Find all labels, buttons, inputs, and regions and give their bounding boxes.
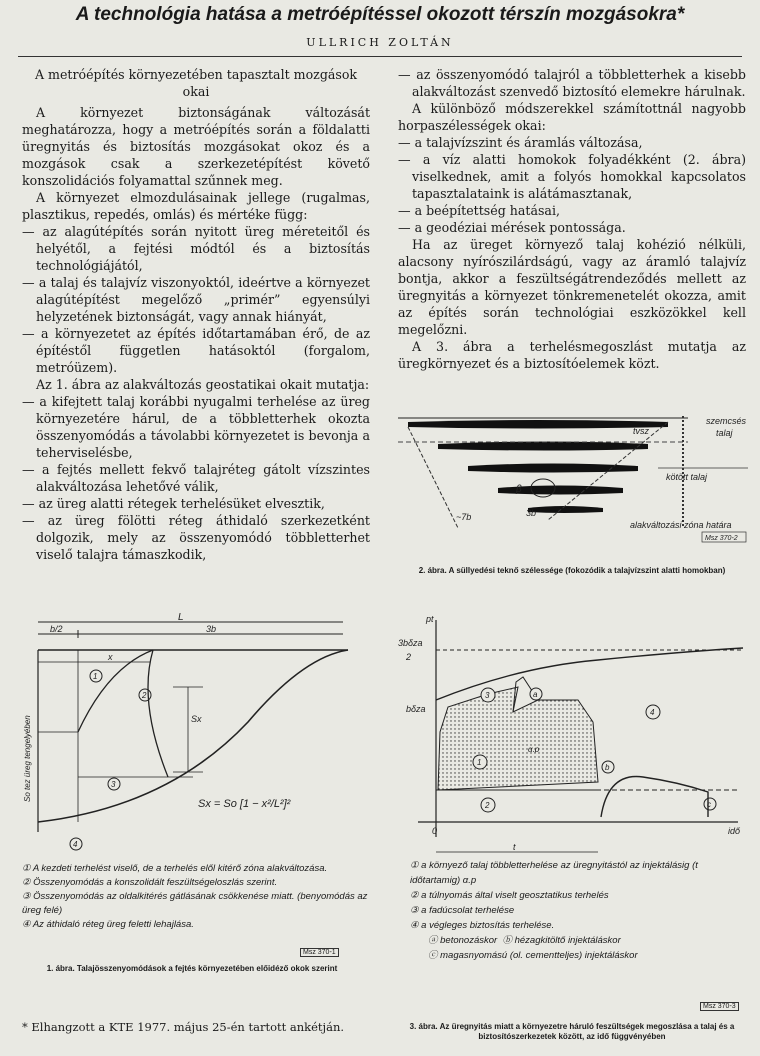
figure-1-caption: 1. ábra. Talajösszenyomódások a fejtés környezetében előidéző okok szerint: [46, 964, 338, 973]
region-2: 2: [142, 691, 147, 700]
header-rule: [18, 56, 742, 57]
paragraph: Az 1. ábra az alakváltozás geostatikai okait mutatja:: [36, 377, 370, 392]
label-3b: 3b: [526, 508, 537, 518]
label-talaj: talaj: [716, 428, 733, 438]
region-1: 1: [477, 758, 482, 767]
subsidence-band: [528, 506, 603, 513]
region-2: 2: [485, 801, 490, 810]
region-1: 1: [93, 672, 98, 681]
figure-3-legend: [410, 858, 750, 963]
region-4: 4: [650, 708, 655, 717]
label-szemcses: szemcsés: [706, 416, 747, 426]
list-item: — az alagútépítés során nyitott üreg méreteitől és helyétől, a fejtési módtól és a biztosítás technológiájától,: [22, 224, 370, 273]
legend-item-2: ② a túlnyomás által viselt geosztatikus terhelés: [410, 890, 609, 901]
subsidence-band: [438, 442, 648, 451]
list-item: — az üreg alatti rétegek terhelésüket elvesztik,: [22, 496, 325, 511]
label-bdza: bδza: [406, 704, 426, 714]
paragraph: A környezet biztonságának változását meghatározza, hogy a metróépítés során a földalatti üregnyitás és biztosítás mozgásokat okoz és a mozgások csak a szerkezetépítést követő konszolidációs folyamattal szűnnek meg.: [22, 105, 370, 188]
label-3b: 3b: [206, 624, 217, 634]
subsidence-band: [408, 420, 668, 429]
label-top-den: 2: [406, 652, 412, 662]
legend-item-3: ③ a fadúcsolat terhelése: [410, 905, 515, 916]
list-item: — a víz alatti homokok folyadékként (2. ábra) viselkednek, amit a folyós homokkal kapcsolatos tapasztalataink is alátámasztanak,: [398, 152, 746, 201]
label-tvsz: tvsz: [633, 426, 650, 436]
label-7b: ~7b: [456, 512, 472, 522]
label-zona: alakváltozási zóna határa: [630, 520, 732, 530]
label-ido: idő: [728, 826, 741, 836]
region-3: 3: [111, 780, 116, 789]
figure-1-legend: [22, 862, 372, 932]
formula: Sx = So [1 − x²/L²]²: [198, 798, 291, 810]
legend-item-3: ③ Összenyomódás az oldalkitérés gátlásának csökkenése miatt. (benyomódás az üreg felé): [22, 891, 368, 916]
legend-item-a-b: ⓐ betonozáskor ⓑ hézagkitöltő injektáláskor: [428, 935, 621, 946]
label-kotott: kötött talaj: [666, 472, 708, 482]
figure-3-code: Msz 370-3: [700, 1002, 739, 1011]
legend-item-4: ④ Az áthidaló réteg üreg feletti lehajlása.: [22, 919, 194, 930]
list-item: — a talajvízszint és áramlás változása,: [398, 135, 643, 150]
region-4: 4: [73, 840, 78, 849]
label-beta: β: [516, 484, 522, 495]
legend-item-c: ⓒ magasnyomású (ol. cementteljes) injektáláskor: [428, 950, 638, 961]
label-zero: 0: [432, 826, 438, 836]
legend-item-1: ① a környező talaj többletterhelése az üregnyitástól az injektálásig (t időtartamig) α.p: [410, 860, 698, 886]
section-heading: A metróépítés környezetében tapasztalt mozgások okai: [34, 67, 358, 99]
figure-2-caption: 2. ábra. A süllyedési teknő szélessége (fokozódik a talajvízszint alatti homokban): [418, 566, 726, 575]
paragraph: A különböző módszerekkel számítottnál nagyobb horpaszélességek okai:: [398, 101, 746, 133]
right-column: [398, 66, 746, 372]
label-t: t: [513, 842, 516, 852]
list-item: — a fejtés mellett fekvő talajréteg gátolt vízszintes alakváltozása lehetővé válik,: [22, 462, 370, 494]
label-b2: b/2: [50, 624, 63, 634]
figure-1: [18, 612, 366, 862]
region-c: c: [707, 800, 711, 809]
label-top: 3bδza: [398, 638, 423, 648]
paragraph: A 3. ábra a terhelésmegoszlást mutatja az üregkörnyezet és a biztosítóelemek közt.: [398, 339, 746, 371]
legend-item-4: ④ a végleges biztosítás terhelése.: [410, 920, 555, 931]
author: ULLRICH ZOLTÁN: [306, 36, 454, 49]
left-column: [22, 66, 370, 563]
label-x: x: [108, 652, 113, 662]
paragraph: A környezet elmozdulásainak jellege (rugalmas, plasztikus, repedés, omlás) és mértéke függ:: [22, 190, 370, 222]
list-item: — a környezetet az építés időtartamában érő, de az építéstől független hatásoktól (forgalom, metróüzem).: [22, 326, 370, 375]
footnote: * Elhangzott a KTE 1977. május 25-én tartott ankétján.: [22, 1020, 345, 1034]
figure-1-code: Msz 370-1: [300, 948, 339, 957]
region-3: 3: [485, 691, 490, 700]
paragraph: Ha az üreget környező talaj kohézió nélküli, alacsony nyírószilárdságú, vagy az áramló talajvíz bontja, akkor a feszültségátrendeződés mellett az üregnyitás a környezet tönkremenetelét okozza, amit az építés során technológiai eszközökkel kell megelőzni.: [398, 237, 746, 337]
list-item: — az összenyomódó talajról a többletterhek a kisebb alakváltozást szenvedő biztosító elemekre hárulnak.: [398, 67, 746, 99]
list-item: — az üreg fölötti réteg áthidaló szerkezetként dolgozik, mely az összenyomódó többletterhet viselő talajra támaszkodik,: [22, 513, 370, 562]
legend-item-2: ② Összenyomódás a konszolidált feszültségeloszlás szerint.: [22, 877, 278, 888]
figure-3-caption: 3. ábra. Az üregnyitás miatt a környezetre háruló feszültségek megoszlása a talaj és a biztosítószerkezetek között, az idő függvényében: [409, 1022, 735, 1041]
label-pt: pt: [426, 614, 434, 624]
legend-item-1: ① A kezdeti terhelést viselő, de a terhelés elől kitérő zóna alakváltozása.: [22, 863, 328, 874]
settlement-curve: [38, 650, 348, 822]
label-sx: Sx: [191, 714, 202, 724]
region-a: a: [533, 690, 538, 699]
list-item: — a beépítettség hatásai,: [398, 203, 560, 218]
article-title: A technológia hatása a metróépítéssel okozott térszín mozgásokra*: [75, 4, 685, 25]
figure-2: [398, 408, 748, 558]
label-alpha-p: α.p: [528, 745, 540, 754]
region-b: b: [605, 763, 610, 772]
subsidence-band: [468, 464, 638, 473]
list-item: — a geodéziai mérések pontossága.: [398, 220, 626, 235]
axis-label: So tez üreg tengelyében: [23, 715, 32, 802]
figure-3: [398, 612, 748, 852]
list-item: — a talaj és talajvíz viszonyoktól, ideértve a környezet alagútépítést megelőző „primér” egyensúlyi helyzetének biztonságát, vagy annak hiányát,: [22, 275, 370, 324]
list-item: — a kifejtett talaj korábbi nyugalmi terhelése az üreg környezetére hárul, de a többletterhek okozta összenyomódás a távolabbi környezetet is bevonja a teherviselésbe,: [22, 394, 370, 460]
figure-code: Msz 370-2: [705, 535, 738, 542]
label-L: L: [178, 612, 184, 623]
